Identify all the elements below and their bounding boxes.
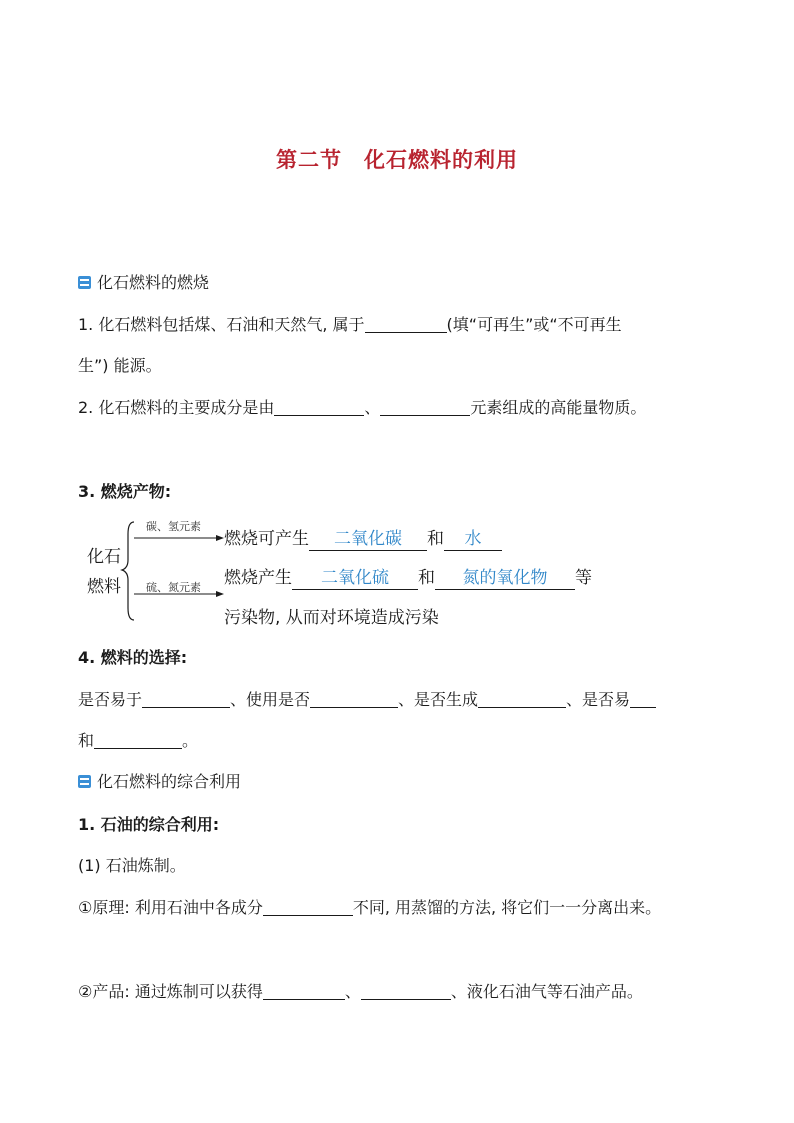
branch-1-label: 碳、氢元素	[146, 520, 201, 533]
section-list-icon	[78, 775, 91, 788]
question-3-heading: 3. 燃烧产物:	[78, 482, 172, 501]
branch-2-pollution-line: 污染物, 从而对环境造成污染	[224, 608, 439, 628]
section-heading-combustion: 化石燃料的燃烧	[78, 273, 209, 293]
branch-2-result: 燃烧产生 二氧化硫 和 氮的氧化物 等	[224, 568, 592, 588]
branch-1-result: 燃烧可产生 二氧化碳 和 水	[224, 528, 502, 551]
answer-blank[interactable]	[94, 732, 182, 749]
fossil-fuel-label-2: 燃料	[87, 577, 121, 597]
section-list-icon	[78, 276, 91, 289]
page-title: 第二节 化石燃料的利用	[276, 147, 518, 172]
branch-2-label: 硫、氮元素	[146, 581, 201, 594]
answer-water: 水	[444, 528, 502, 551]
question-1-line-1: 1. 化石燃料包括煤、石油和天然气, 属于 (填“可再生”或“不可再生	[78, 315, 622, 334]
answer-blank[interactable]	[380, 399, 470, 416]
answer-nitrogen-oxides: 氮的氧化物	[435, 567, 575, 590]
answer-blank[interactable]	[361, 983, 451, 1000]
answer-blank[interactable]	[263, 983, 345, 1000]
answer-carbon-dioxide: 二氧化碳	[309, 528, 427, 551]
fossil-fuel-label-1: 化石	[87, 547, 121, 567]
question-4-heading: 4. 燃料的选择:	[78, 648, 188, 667]
answer-blank[interactable]	[263, 899, 353, 916]
question-4-line-2: 和 。	[78, 731, 199, 750]
refining-products: ②产品: 通过炼制可以获得 、 、液化石油气等石油产品。	[78, 982, 643, 1001]
answer-sulfur-dioxide: 二氧化硫	[292, 567, 418, 590]
refining-principle: ①原理: 利用石油中各成分 不同, 用蒸馏的方法, 将它们一一分离出来。	[78, 898, 662, 917]
petroleum-utilization-heading: 1. 石油的综合利用:	[78, 815, 220, 834]
answer-blank[interactable]	[365, 316, 447, 333]
answer-blank[interactable]	[310, 691, 398, 708]
answer-blank[interactable]	[142, 691, 230, 708]
question-1-line-2: 生”) 能源。	[78, 356, 162, 375]
answer-blank[interactable]	[630, 691, 656, 708]
answer-blank[interactable]	[478, 691, 566, 708]
petroleum-refining-subheading: (1) 石油炼制。	[78, 856, 186, 875]
section-heading-utilization: 化石燃料的综合利用	[78, 772, 241, 792]
question-2: 2. 化石燃料的主要成分是由 、 元素组成的高能量物质。	[78, 398, 647, 417]
question-4-line-1: 是否易于 、使用是否 、是否生成 、是否易	[78, 690, 656, 710]
answer-blank[interactable]	[274, 399, 364, 416]
